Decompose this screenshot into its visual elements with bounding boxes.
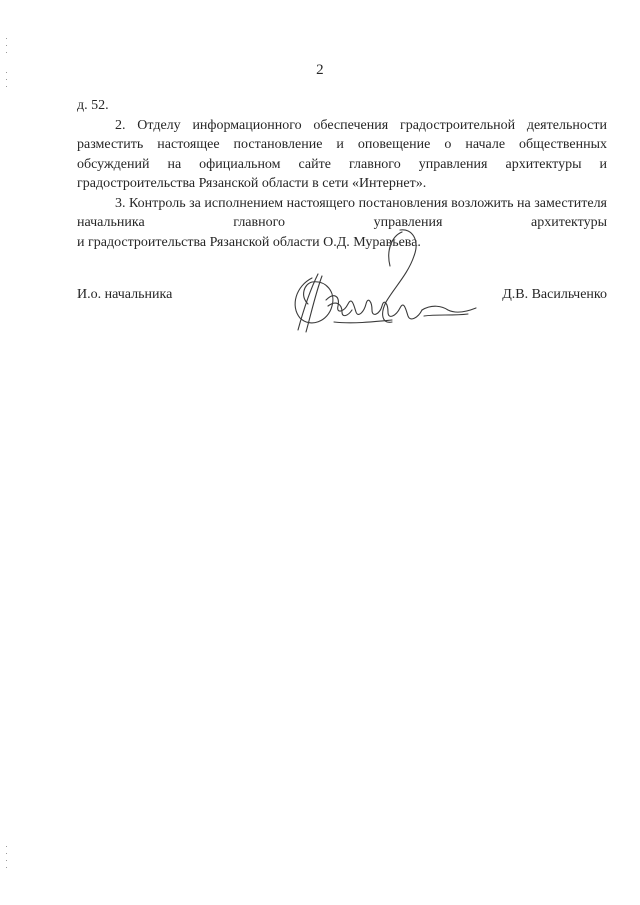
continuation-line: д. 52. xyxy=(77,98,109,113)
page-number: 2 xyxy=(316,62,324,78)
paragraph-3-tail: и градостроительства Рязанской области О.Д. Муравьева. xyxy=(77,234,421,250)
handwritten-signature xyxy=(282,226,482,338)
scan-margin-marks xyxy=(6,72,8,93)
signatory-position: И.о. начальника xyxy=(77,287,173,302)
scan-margin-marks xyxy=(6,846,8,874)
scan-margin-marks xyxy=(6,38,8,59)
paragraph-2: 2. Отделу информационного обеспечения градостроительной деятельности разместить настоящее постановление и оповещение о начале общественных обсуждений на официальном сайте главного управления архитектуры и градостроительства Рязанской области в сети «Интернет». xyxy=(77,117,607,191)
paragraph-3: 3. Контроль за исполнением настоящего постановления возложить на заместителя начальника главного управления архитектуры xyxy=(77,195,607,230)
signatory-name: Д.В. Васильченко xyxy=(502,287,607,302)
